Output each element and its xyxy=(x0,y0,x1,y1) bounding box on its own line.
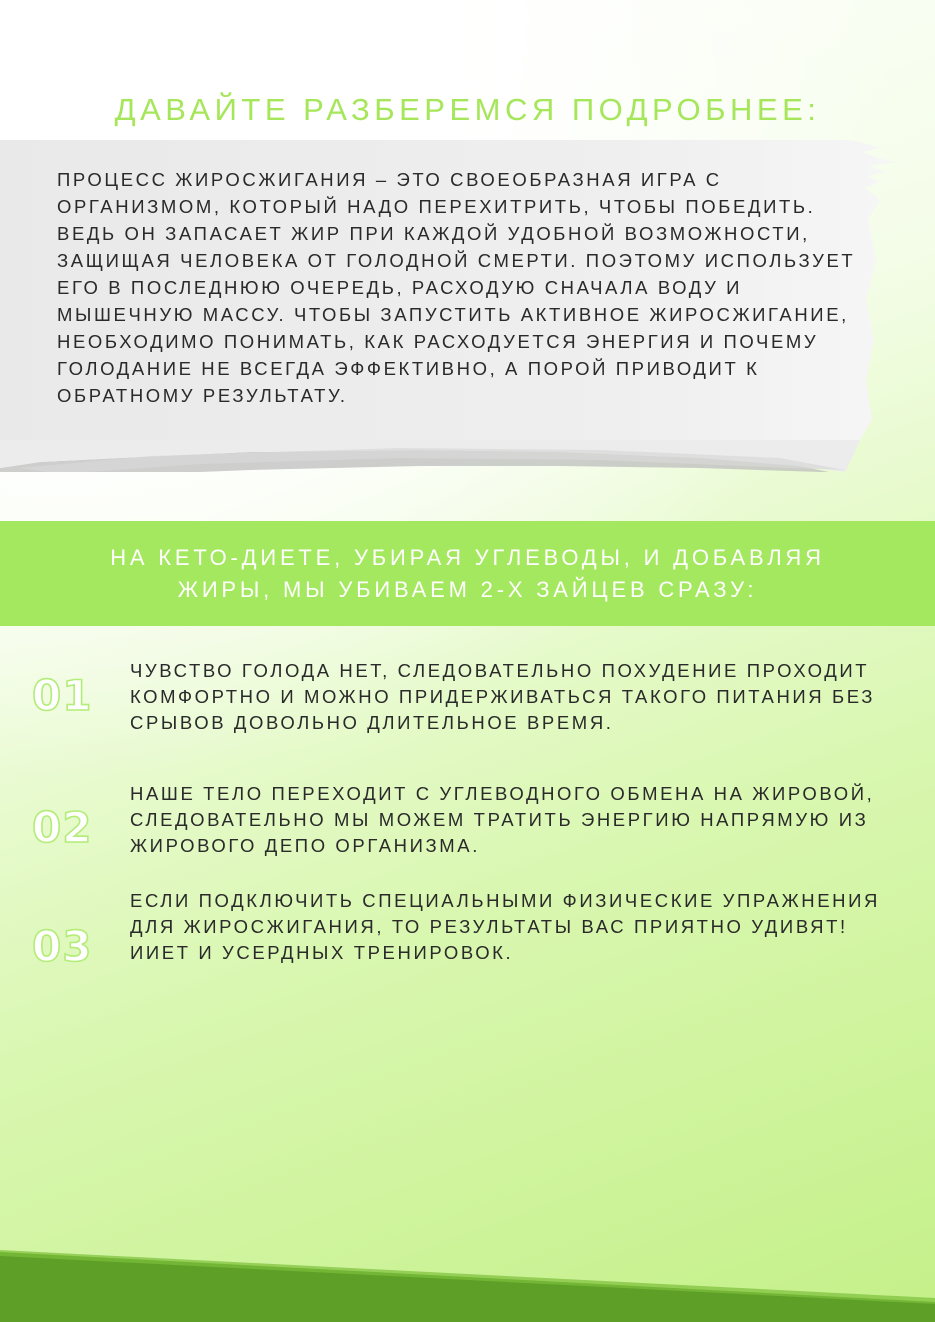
intro-paragraph: ПРОЦЕСС ЖИРОСЖИГАНИЯ – ЭТО СВОЕОБРАЗНАЯ ИГРА С ОРГАНИЗМОМ, КОТОРЫЙ НАДО ПЕРЕХИТРИТЬ, ЧТОБЫ ПОБЕДИТЬ. ВЕДЬ ОН ЗАПАСАЕТ ЖИР ПРИ КАЖДОЙ УДОБНОЙ ВОЗМОЖНОСТИ, ЗАЩИЩАЯ ЧЕЛОВЕКА ОТ ГОЛОДНОЙ СМЕРТИ. ПОЭТОМУ ИСПОЛЬЗУЕТ ЕГО В ПОСЛЕДНЮЮ ОЧЕРЕДЬ, РАСХОДУЮ СНАЧАЛА ВОДУ И МЫШЕЧНУЮ МАССУ. ЧТОБЫ ЗАПУСТИТЬ АКТИВНОЕ ЖИРОСЖИГАНИЕ, НЕОБХОДИМО ПОНИМАТЬ, КАК РАСХОДУЕТСЯ ЭНЕРГИЯ И ПОЧЕМУ ГОЛОДАНИЕ НЕ ВСЕГДА ЭФФЕКТИВНО, А ПОРОЙ ПРИВОДИТ К ОБРАТНОМУ РЕЗУЛЬТАТУ. xyxy=(57,169,856,406)
page-heading: ДАВАЙТЕ РАЗБЕРЕМСЯ ПОДРОБНЕЕ: xyxy=(114,92,821,127)
bottom-green-stripe xyxy=(0,1240,935,1322)
item-text: ЕСЛИ ПОДКЛЮЧИТЬ СПЕЦИАЛЬНЫМИ ФИЗИЧЕСКИЕ УПРАЖНЕНИЯ ДЛЯ ЖИРОСЖИГАНИЯ, ТО РЕЗУЛЬТАТЫ ВАС ПРИЯТНО УДИВЯТ!ИИЕТ И УСЕРДНЫХ ТРЕНИРОВОК. xyxy=(130,890,880,963)
item-number: 01 xyxy=(32,671,93,720)
item-text: ЧУВСТВО ГОЛОДА НЕТ, СЛЕДОВАТЕЛЬНО ПОХУДЕНИЕ ПРОХОДИТ КОМФОРТНО И МОЖНО ПРИДЕРЖИВАТЬСЯ ТАКОГО ПИТАНИЯ БЕЗ СРЫВОВ ДОВОЛЬНО ДЛИТЕЛЬНОЕ ВРЕМЯ. xyxy=(130,660,876,733)
keto-banner xyxy=(0,521,935,626)
item-text: НАШЕ ТЕЛО ПЕРЕХОДИТ С УГЛЕВОДНОГО ОБМЕНА НА ЖИРОВОЙ, СЛЕДОВАТЕЛЬНО МЫ МОЖЕМ ТРАТИТЬ ЭНЕРГИЮ НАПРЯМУЮ ИЗ ЖИРОВОГО ДЕПО ОРГАНИЗМА. xyxy=(130,783,875,856)
item-number: 03 xyxy=(32,922,93,971)
keto-banner-title: НА КЕТО-ДИЕТЕ, УБИРАЯ УГЛЕВОДЫ, И ДОБАВЛЯЯ ЖИРЫ, МЫ УБИВАЕМ 2-Х ЗАЙЦЕВ СРАЗУ: xyxy=(110,544,825,602)
item-number: 02 xyxy=(32,803,93,852)
